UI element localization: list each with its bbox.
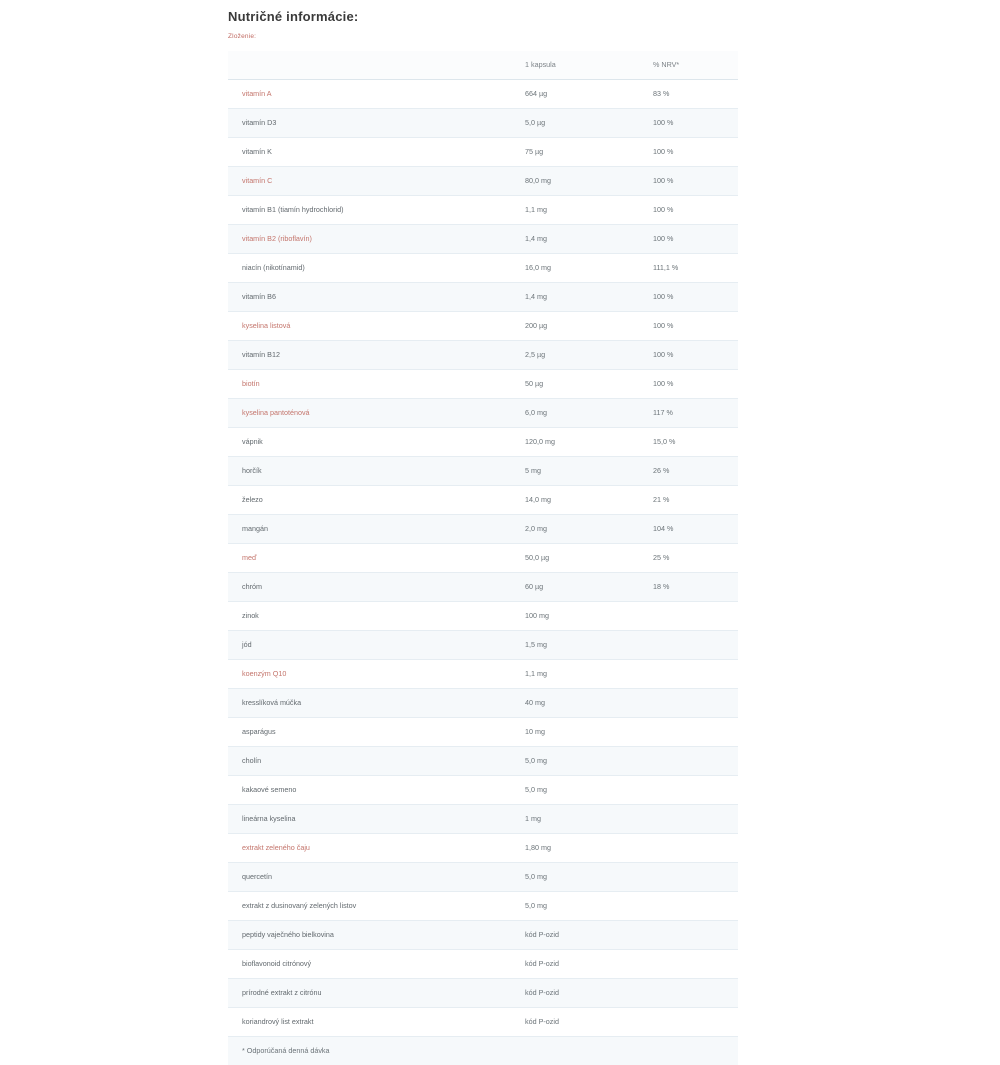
table-row [228,805,738,834]
cell-amount: kód P-ozid [511,979,639,1008]
table-footnote: * Odporúčaná denná dávka [228,1037,738,1065]
table-row [228,921,738,950]
table-row [228,950,738,979]
cell-amount: 1,5 mg [511,631,639,660]
cell-nutrient-name: kyselina listová [228,312,511,341]
table-row [228,399,738,428]
table-row [228,573,738,602]
cell-nrv: 100 % [639,283,738,312]
table-row [228,834,738,863]
cell-amount: 16,0 mg [511,254,639,283]
cell-nutrient-name: prírodné extrakt z citrónu [228,979,511,1008]
cell-amount: 75 µg [511,138,639,167]
cell-amount: 14,0 mg [511,486,639,515]
nutrition-table [228,51,738,1065]
cell-nutrient-name: meď [228,544,511,573]
cell-amount: 2,0 mg [511,515,639,544]
table-row [228,602,738,631]
table-row [228,631,738,660]
cell-nutrient-name: koriandrový list extrakt [228,1008,511,1037]
cell-nrv [639,950,738,979]
cell-amount: 5,0 mg [511,776,639,805]
cell-nrv [639,660,738,689]
cell-amount: 6,0 mg [511,399,639,428]
cell-nutrient-name: kakaové semeno [228,776,511,805]
cell-nutrient-name: jód [228,631,511,660]
cell-amount: 1 mg [511,805,639,834]
cell-nutrient-name: vápnik [228,428,511,457]
table-row [228,225,738,254]
cell-amount: 5,0 mg [511,892,639,921]
cell-amount: 200 µg [511,312,639,341]
cell-amount: 1,1 mg [511,196,639,225]
cell-nrv [639,689,738,718]
cell-nrv [639,631,738,660]
cell-nutrient-name: cholín [228,747,511,776]
cell-nrv [639,892,738,921]
cell-nutrient-name: biotín [228,370,511,399]
cell-nutrient-name: bioflavonoid citrónový [228,950,511,979]
cell-amount: 50 µg [511,370,639,399]
cell-nutrient-name: vitamín B1 (tiamín hydrochlorid) [228,196,511,225]
cell-amount: 2,5 µg [511,341,639,370]
cell-amount: 1,4 mg [511,283,639,312]
table-row [228,544,738,573]
table-row [228,254,738,283]
table-row [228,80,738,109]
col-header-amount: 1 kapsula [511,51,639,80]
cell-nrv [639,834,738,863]
cell-amount: 5 mg [511,457,639,486]
cell-amount: kód P-ozid [511,950,639,979]
col-header-nrv: % NRV* [639,51,738,80]
cell-nrv: 18 % [639,573,738,602]
cell-nrv [639,602,738,631]
table-row [228,718,738,747]
table-row [228,689,738,718]
cell-nrv [639,979,738,1008]
cell-amount: 664 µg [511,80,639,109]
cell-nutrient-name: horčík [228,457,511,486]
cell-nutrient-name: vitamín C [228,167,511,196]
cell-nutrient-name: niacín (nikotínamid) [228,254,511,283]
cell-nrv: 100 % [639,341,738,370]
cell-nutrient-name: mangán [228,515,511,544]
table-row [228,138,738,167]
cell-nrv: 15,0 % [639,428,738,457]
cell-nutrient-name: asparágus [228,718,511,747]
cell-nrv: 100 % [639,167,738,196]
cell-nrv [639,805,738,834]
table-row [228,312,738,341]
cell-nutrient-name: chróm [228,573,511,602]
cell-nutrient-name: peptidy vaječného bielkovina [228,921,511,950]
cell-nutrient-name: quercetín [228,863,511,892]
cell-amount: kód P-ozid [511,921,639,950]
table-row [228,283,738,312]
cell-nutrient-name: extrakt zeleného čaju [228,834,511,863]
table-footnote-row [228,1037,738,1065]
cell-nrv: 100 % [639,109,738,138]
ingredients-subtitle: Zloženie: [228,32,738,42]
cell-nrv: 100 % [639,225,738,254]
cell-nutrient-name: vitamín B6 [228,283,511,312]
cell-amount: 5,0 mg [511,747,639,776]
cell-amount: 1,80 mg [511,834,639,863]
table-header-row [228,51,738,80]
table-row [228,1008,738,1037]
table-row [228,515,738,544]
table-row [228,167,738,196]
cell-amount: 5,0 µg [511,109,639,138]
table-body [228,80,738,1065]
table-row [228,486,738,515]
cell-amount: 1,4 mg [511,225,639,254]
table-row [228,776,738,805]
cell-nrv: 111,1 % [639,254,738,283]
cell-nutrient-name: železo [228,486,511,515]
cell-nutrient-name: kresslíková múčka [228,689,511,718]
cell-nutrient-name: vitamín B12 [228,341,511,370]
cell-nutrient-name: kyselina pantoténová [228,399,511,428]
table-row [228,979,738,1008]
cell-nutrient-name: vitamín A [228,80,511,109]
cell-nutrient-name: zinok [228,602,511,631]
cell-nrv [639,718,738,747]
cell-nutrient-name: extrakt z dusinovaný zelených listov [228,892,511,921]
table-row [228,660,738,689]
cell-amount: 50,0 µg [511,544,639,573]
cell-nrv [639,776,738,805]
cell-nrv [639,921,738,950]
cell-amount: 60 µg [511,573,639,602]
cell-nrv: 25 % [639,544,738,573]
page-title: Nutričné informácie: [228,8,738,26]
cell-nutrient-name: koenzým Q10 [228,660,511,689]
cell-amount: 10 mg [511,718,639,747]
cell-amount: kód P-ozid [511,1008,639,1037]
cell-nrv: 117 % [639,399,738,428]
cell-nrv: 26 % [639,457,738,486]
document-content [228,0,738,1065]
table-row [228,892,738,921]
cell-amount: 80,0 mg [511,167,639,196]
table-row [228,747,738,776]
cell-nutrient-name: lineárna kyselina [228,805,511,834]
col-header-nutrient [228,51,511,80]
cell-amount: 120,0 mg [511,428,639,457]
cell-nrv [639,1008,738,1037]
cell-amount: 5,0 mg [511,863,639,892]
cell-nrv [639,863,738,892]
cell-nutrient-name: vitamín K [228,138,511,167]
cell-amount: 40 mg [511,689,639,718]
table-row [228,370,738,399]
table-header [228,51,738,80]
cell-amount: 1,1 mg [511,660,639,689]
table-row [228,457,738,486]
cell-nrv: 100 % [639,370,738,399]
cell-nrv: 100 % [639,196,738,225]
cell-nrv: 100 % [639,138,738,167]
table-row [228,196,738,225]
table-row [228,428,738,457]
cell-nrv: 21 % [639,486,738,515]
cell-nutrient-name: vitamín D3 [228,109,511,138]
cell-nrv: 100 % [639,312,738,341]
table-row [228,109,738,138]
cell-nrv [639,747,738,776]
table-row [228,863,738,892]
cell-nrv: 104 % [639,515,738,544]
cell-nrv: 83 % [639,80,738,109]
cell-nutrient-name: vitamín B2 (riboflavín) [228,225,511,254]
table-row [228,341,738,370]
cell-amount: 100 mg [511,602,639,631]
